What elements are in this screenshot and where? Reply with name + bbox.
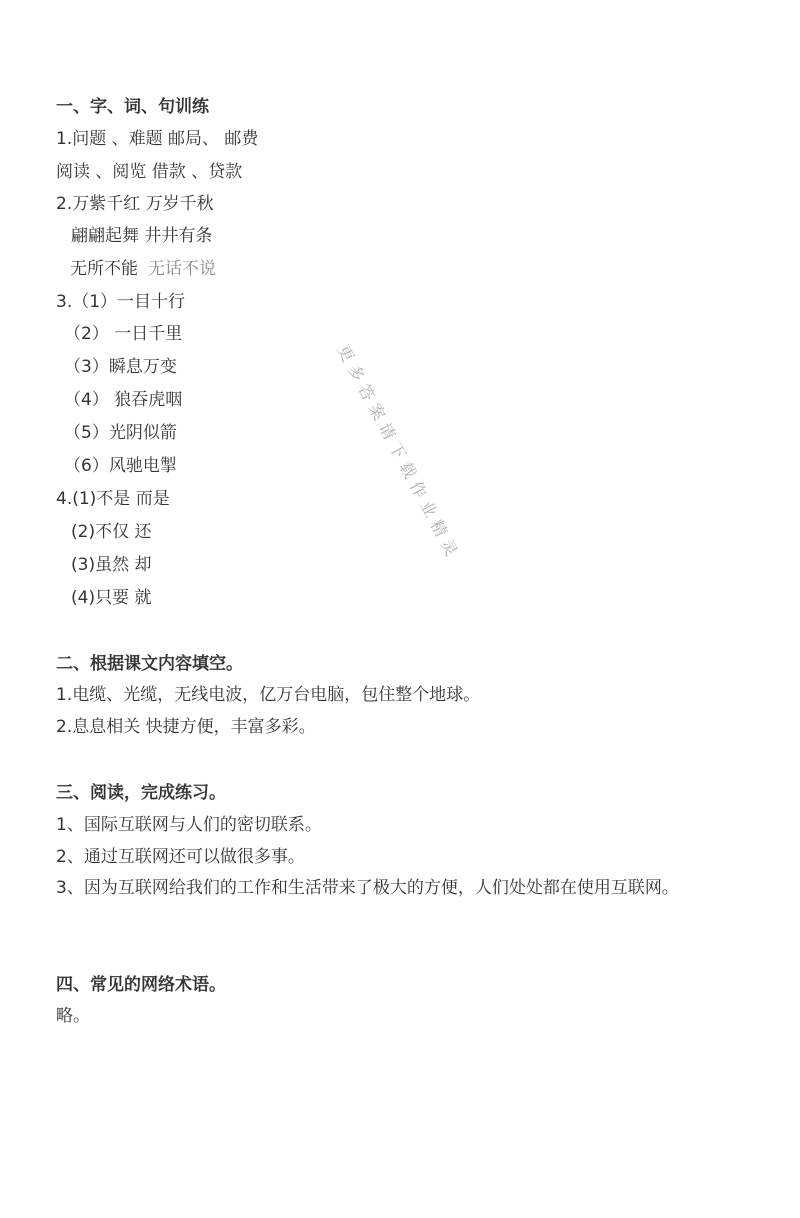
q3-line-3: （3）瞬息万变	[64, 357, 177, 377]
q1-line-1: 1.问题 、难题 邮局、 邮费	[56, 129, 259, 149]
section-4-heading: 四、常见的网络术语。	[56, 975, 226, 995]
q4-line-2: (2)不仅 还	[71, 522, 152, 542]
q3-line-2: （2） 一日千里	[64, 324, 183, 344]
s2-line-2: 2.息息相关 快捷方便，丰富多彩。	[56, 717, 316, 737]
q3-line-4: （4） 狼吞虎咽	[64, 390, 183, 410]
s3-line-1: 1、国际互联网与人们的密切联系。	[56, 815, 322, 835]
s3-line-3: 3、因为互联网给我们的工作和生活带来了极大的方便，人们处处都在使用互联网。	[56, 878, 679, 898]
s2-line-1: 1.电缆、光缆，无线电波，亿万台电脑，包住整个地球。	[56, 685, 481, 705]
s4-line-1: 略。	[56, 1006, 90, 1026]
q2-line-1: 2.万紫千红 万岁千秋	[56, 194, 214, 214]
q3-line-6: （6）风驰电掣	[64, 456, 177, 476]
section-1-heading: 一、字、词、句训练	[56, 97, 209, 117]
q2-line-3-b: 无话不说	[148, 259, 216, 279]
q2-line-3	[70, 257, 216, 281]
s3-line-2: 2、通过互联网还可以做很多事。	[56, 847, 305, 867]
q4-line-4: (4)只要 就	[71, 588, 152, 608]
q4-line-3: (3)虽然 却	[71, 555, 152, 575]
q3-line-1: 3.（1）一目十行	[56, 292, 186, 312]
q2-line-2: 翩翩起舞 井井有条	[71, 226, 213, 246]
section-3-heading: 三、阅读，完成练习。	[56, 783, 226, 803]
q2-line-3-a: 无所不能	[70, 259, 138, 279]
watermark-text: 更多答案请下载作业精灵	[333, 341, 465, 565]
q4-line-1: 4.(1)不是 而是	[56, 489, 170, 509]
q3-line-5: （5）光阴似箭	[64, 423, 177, 443]
section-2-heading: 二、根据课文内容填空。	[56, 654, 243, 674]
q1-line-2: 阅读 、阅览 借款 、贷款	[56, 162, 243, 182]
